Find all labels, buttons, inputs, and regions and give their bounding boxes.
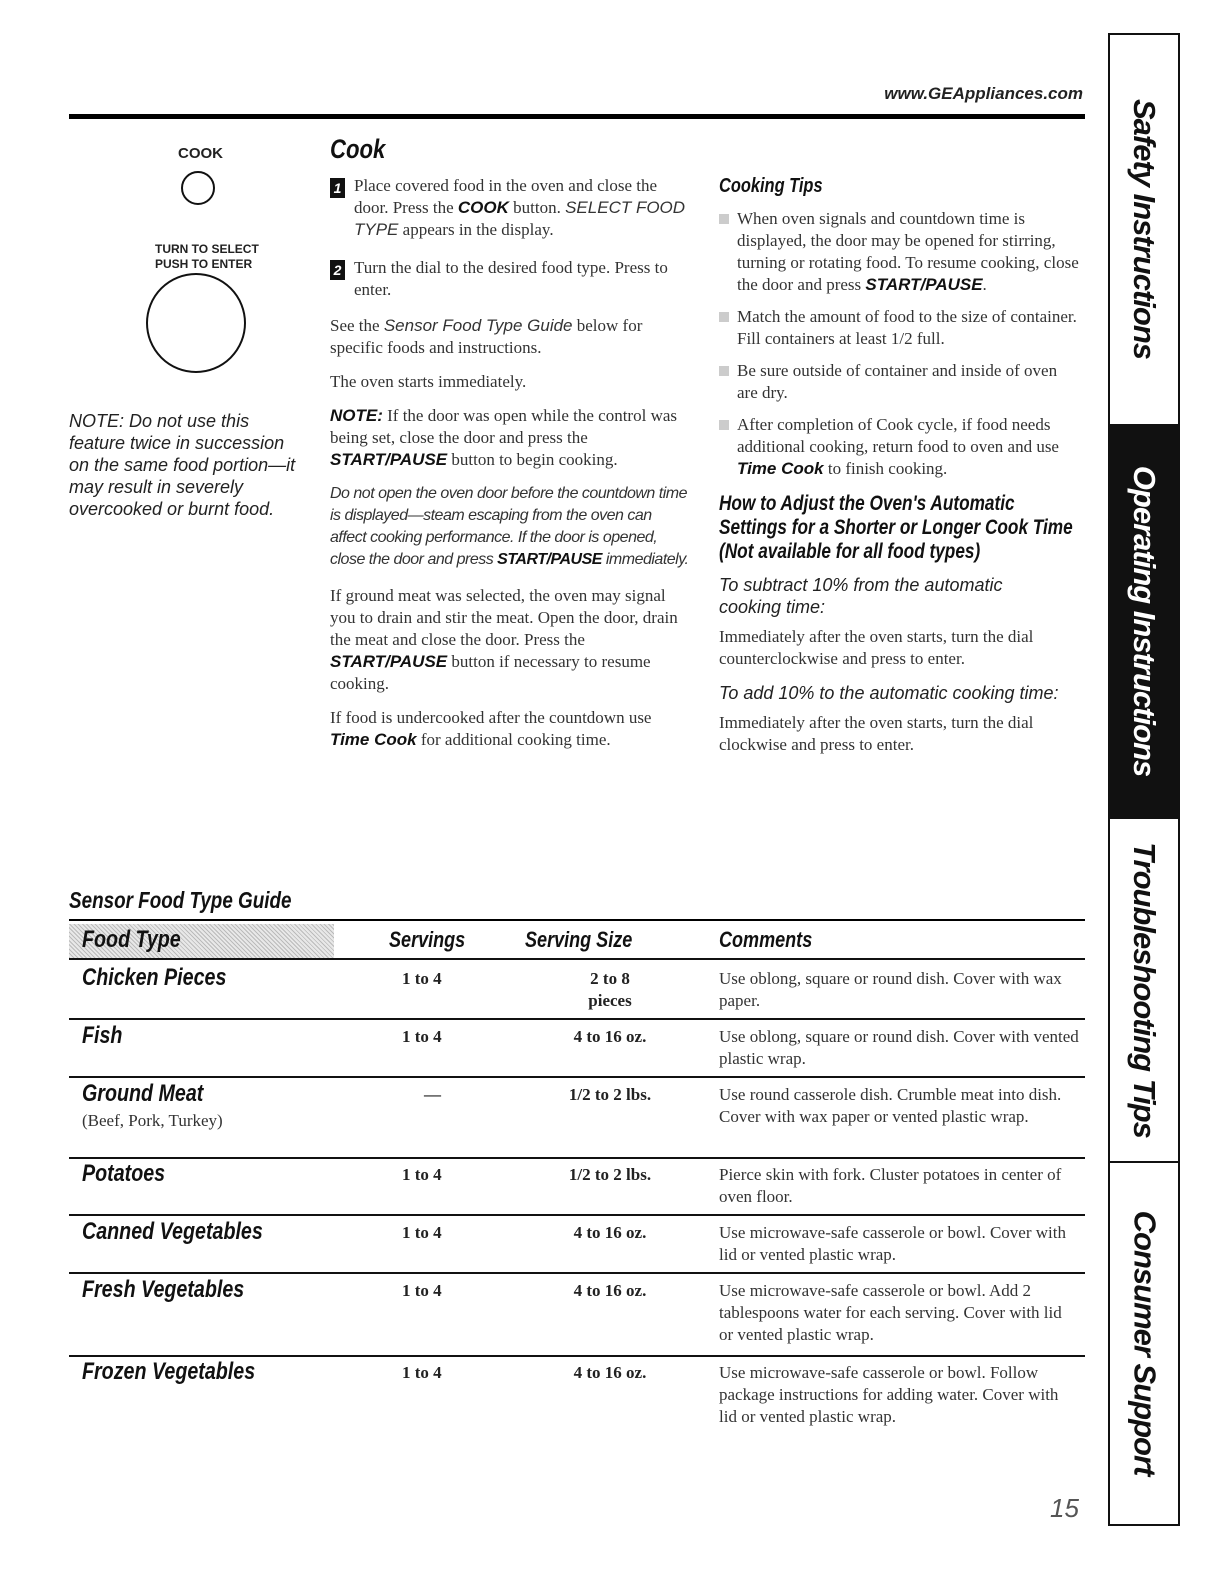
left-note: NOTE: Do not use this feature twice in succession on the same food portion—it may result in severely overcooked or burnt food. [69,411,296,519]
servings-value: 1 to 4 [402,1027,442,1046]
cooking-tips-column [719,208,1079,756]
adjust-heading: How to Adjust the Oven's Automatic Settings for a Shorter or Longer Cook Time (Not available for all food types) [719,492,1073,563]
food-name: Fish [82,1022,123,1049]
add-heading: To add 10% to the automatic cooking time: [719,683,1059,703]
guide-title: Sensor Food Type Guide [69,887,292,913]
comments-value: Use oblong, square or round dish. Cover with vented plastic wrap. [719,1027,1079,1068]
dial-knob-icon [146,273,246,373]
comments-value: Use round casserole dish. Crumble meat into dish. Cover with wax paper or vented plastic wrap. [719,1085,1062,1126]
step-1-number: 1 [330,178,345,198]
tab-consumer-support[interactable]: Consumer Support [1127,1210,1163,1476]
serving-size-value: 4 to 16 oz. [573,1363,647,1382]
tab-troubleshooting-tips[interactable]: Troubleshooting Tips [1127,842,1162,1138]
cook-title: Cook [330,134,386,164]
dial-label [155,242,259,272]
tip-2: Match the amount of food to the size of container. Fill containers at least 1/2 full. [719,306,1079,350]
undercooked-text: If food is undercooked after the countdown use Time Cook for additional cooking time. [330,708,652,749]
food-name: Canned Vegetables [82,1218,263,1245]
tip-1: When oven signals and countdown time is displayed, the door may be opened for stirring, turning or rotating food. To resume cooking, close the door and press START/PAUSE. [719,208,1079,296]
comments-value: Use oblong, square or round dish. Cover with wax paper. [719,969,1062,1010]
food-name: Potatoes [82,1160,166,1187]
food-name: Chicken Pieces [82,964,227,991]
serving-size-value: 4 to 16 oz. [573,1281,647,1300]
add-text: Immediately after the oven starts, turn the dial clockwise and press to enter. [719,713,1034,754]
see-guide-text: See the Sensor Food Type Guide below for specific foods and instructions. [330,316,643,357]
serving-size-value: 1/2 to 2 lbs. [568,1165,652,1184]
servings-value: 1 to 4 [402,1363,442,1382]
header-serving-size: Serving Size [525,927,633,952]
servings-value: — [424,1085,441,1104]
table-header-rule [69,919,1085,921]
tab-safety-instructions[interactable]: Safety Instructions [1127,98,1162,360]
comments-value: Use microwave-safe casserole or bowl. Add 2 tablespoons water for each serving. Cover with lid or vented plastic wrap. [719,1281,1062,1344]
comments-value: Use microwave-safe casserole or bowl. Cover with lid or vented plastic wrap. [719,1223,1066,1264]
ground-meat-text: If ground meat was selected, the oven may signal you to drain and stir the meat. Open the door, drain the meat and close the door. Press the START/PAUSE button if necessary to resume cooking. [330,586,678,693]
serving-size-value: 2 to 8 pieces [588,969,632,1010]
tab-operating-instructions[interactable]: Operating Instructions [1108,424,1180,817]
cook-button-icon [181,171,215,205]
tip-3: Be sure outside of container and inside of oven are dry. [719,360,1079,404]
serving-size-value: 4 to 16 oz. [573,1223,647,1242]
cook-note: NOTE: If the door was open while the control was being set, close the door and press the START/PAUSE button to begin cooking. [330,406,678,469]
dial-label-line2: PUSH TO ENTER [155,257,253,271]
food-name: Fresh Vegetables [82,1276,245,1303]
comments-value: Use microwave-safe casserole or bowl. Follow package instructions for adding water. Cover with lid or vented plastic wrap. [719,1363,1059,1426]
row-divider [69,1018,1085,1020]
comments-value: Pierce skin with fork. Cluster potatoes in center of oven floor. [719,1165,1062,1206]
cook-column [330,175,690,751]
cooking-tips-title: Cooking Tips [719,175,823,197]
header-comments: Comments [719,927,813,952]
dial-label-line1: TURN TO SELECT [155,242,259,256]
food-name: Ground Meat [82,1080,204,1107]
row-divider [69,1214,1085,1216]
food-subtext: (Beef, Pork, Turkey) [82,1111,223,1130]
row-divider [69,1076,1085,1078]
tip-4: After completion of Cook cycle, if food needs additional cooking, return food to oven and use Time Cook to finish cooking. [719,414,1079,480]
servings-value: 1 to 4 [402,1165,442,1184]
website-url: www.GEAppliances.com [884,84,1083,103]
header-servings: Servings [389,927,466,952]
step-1: 1 Place covered food in the oven and close the door. Press the COOK button. SELECT FOOD TYPE appears in the display. [330,175,690,241]
header-rule [69,114,1085,119]
serving-size-value: 4 to 16 oz. [573,1027,647,1046]
row-divider [69,1355,1085,1357]
subtract-heading: To subtract 10% from the automatic cooking time: [719,575,1003,617]
subtract-text: Immediately after the oven starts, turn the dial counterclockwise and press to enter. [719,627,1034,668]
warning-text: Do not open the oven door before the countdown time is displayed—steam escaping from the oven can affect cooking performance. If the door is opened, close the door and press START/PAUSE immediately. [330,485,689,568]
header-food-type: Food Type [82,926,181,953]
oven-starts-text: The oven starts immediately. [330,372,527,391]
servings-value: 1 to 4 [402,1223,442,1242]
row-divider [69,1272,1085,1274]
step-2-number: 2 [330,260,345,280]
serving-size-value: 1/2 to 2 lbs. [568,1085,652,1104]
servings-value: 1 to 4 [402,1281,442,1300]
header-bottom-rule [69,958,1085,960]
food-name: Frozen Vegetables [82,1358,256,1385]
servings-value: 1 to 4 [402,969,442,988]
cook-button-label: COOK [178,145,223,162]
step-2: 2 Turn the dial to the desired food type. Press to enter. [330,257,690,301]
page-number: 15 [1050,1493,1079,1523]
row-divider [69,1157,1085,1159]
